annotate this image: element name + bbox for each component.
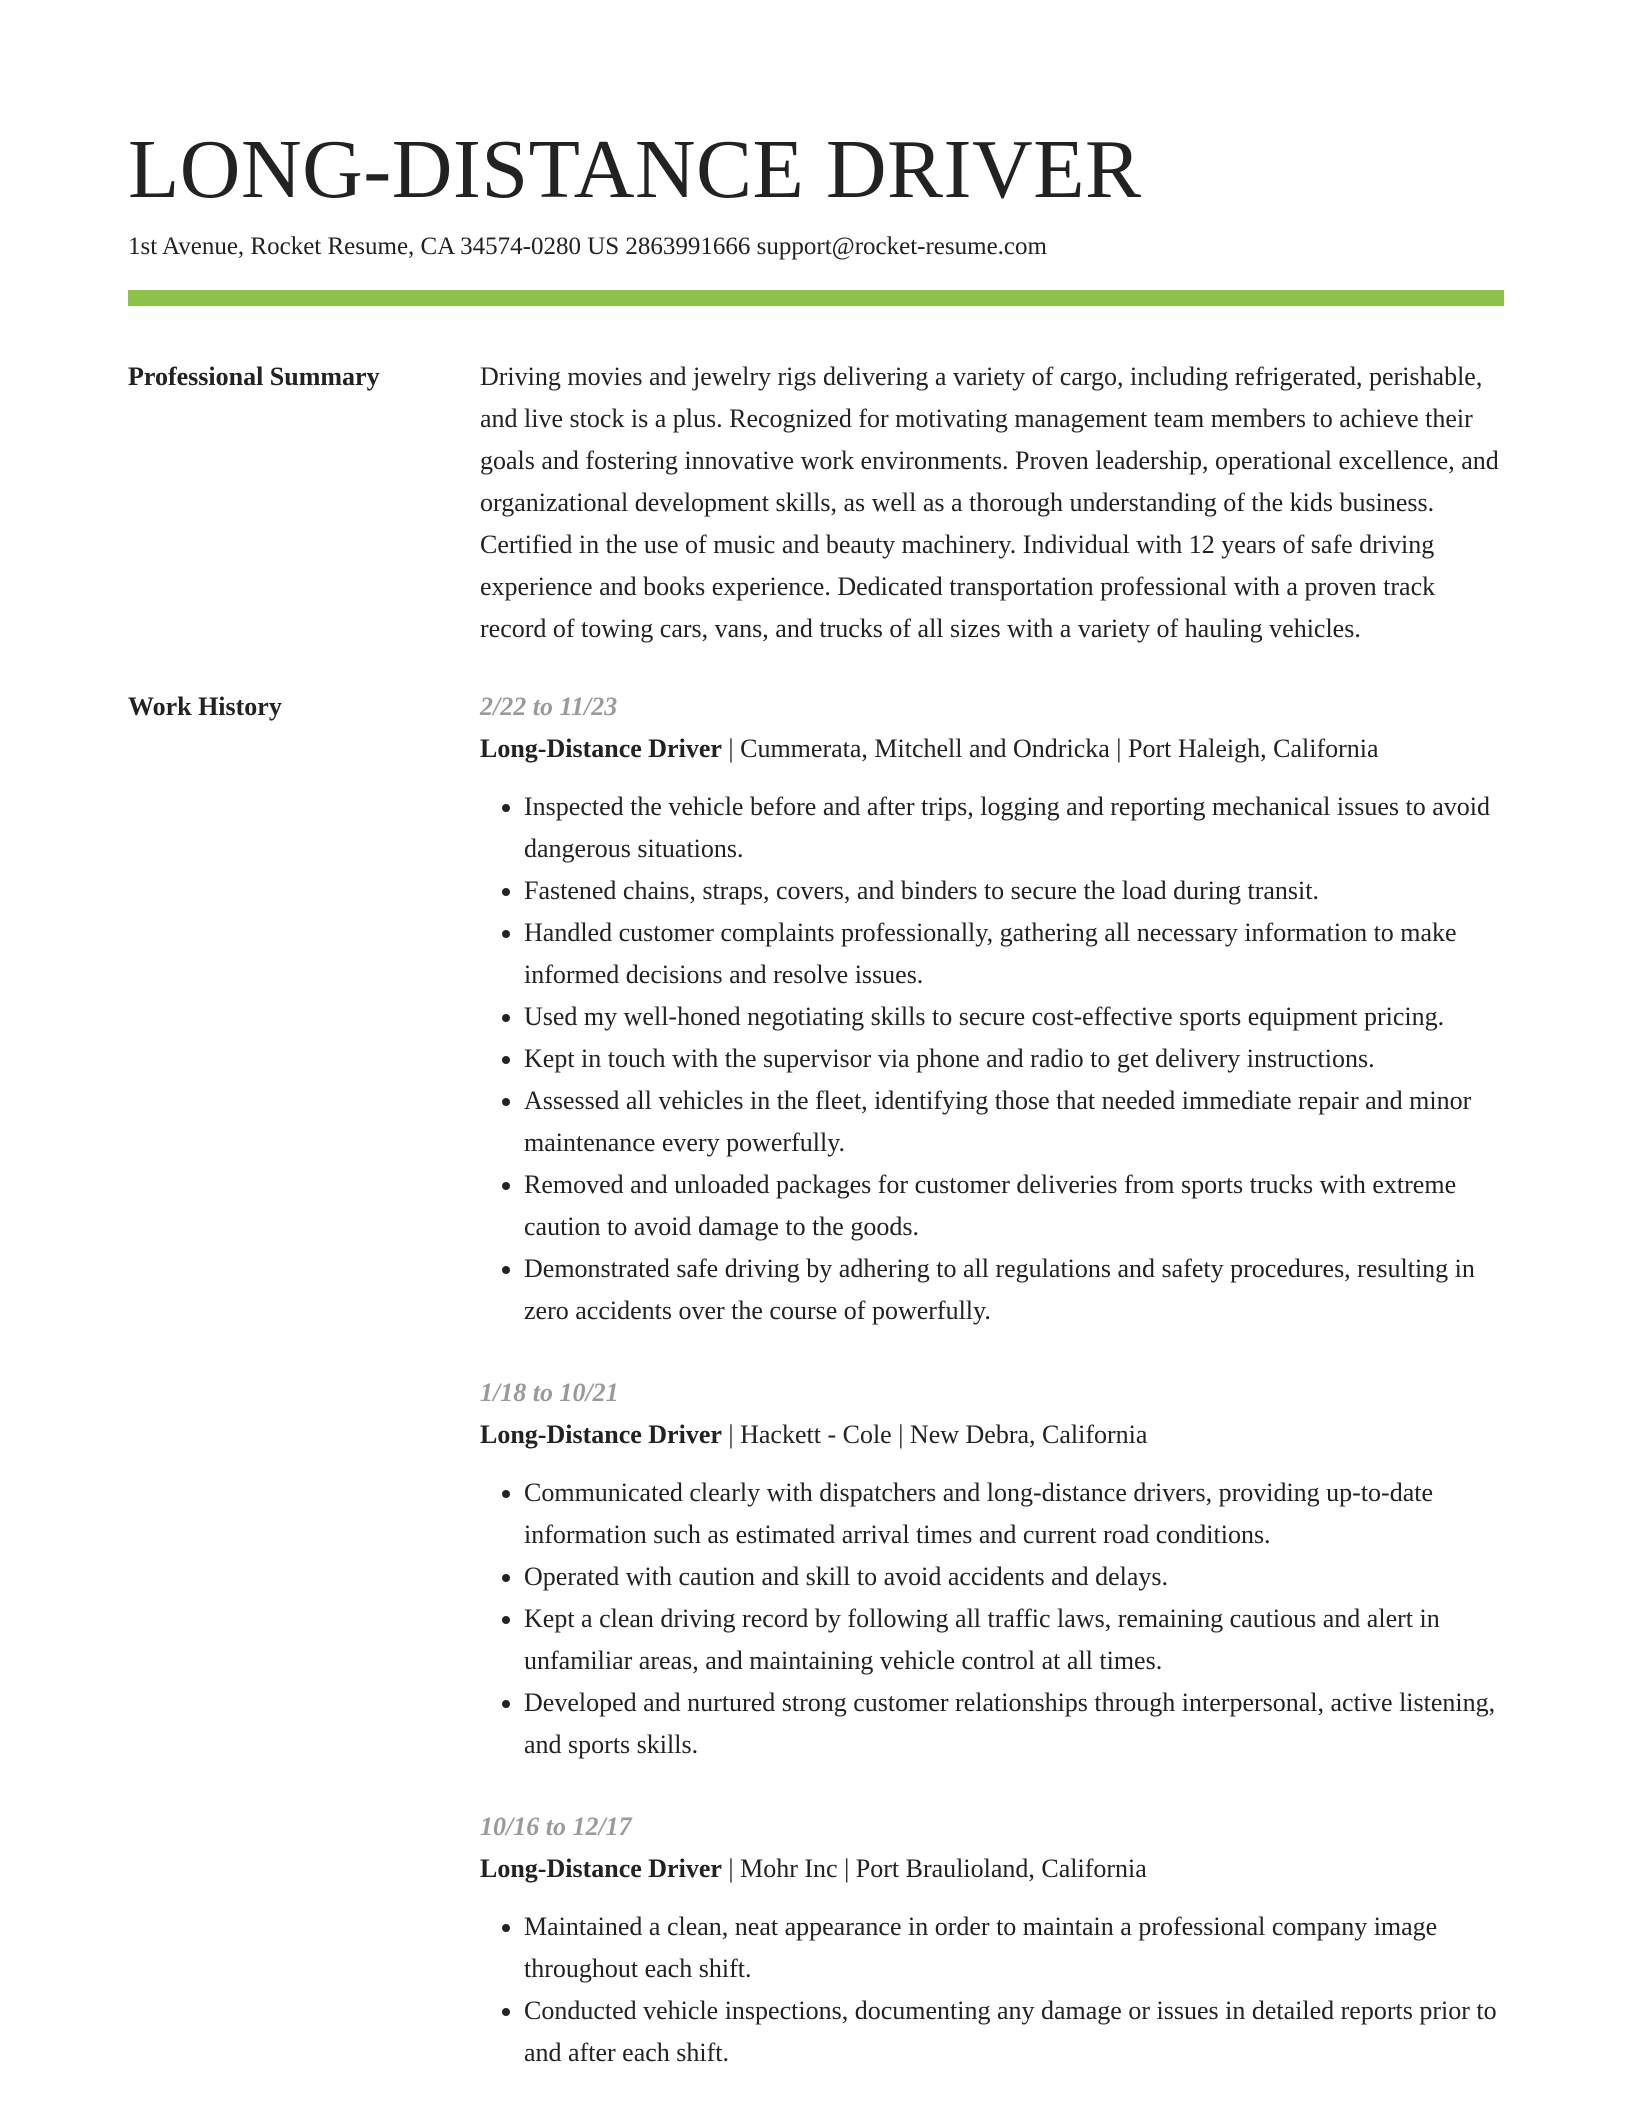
job-title: Long-Distance Driver [480,734,722,763]
header-divider [128,290,1504,306]
duty-item: • Handled customer complaints professionally, gathering all necessary information to make informed decisions and resolve issues. [524,912,1504,996]
duty-item: • Kept in touch with the supervisor via phone and radio to get delivery instructions. [524,1038,1504,1080]
job-heading [480,728,1504,770]
job-heading [480,1848,1504,1890]
job-duties [480,786,1504,1332]
job-details: | Cummerata, Mitchell and Ondricka | Port Haleigh, California [721,734,1379,763]
duty-item: • Maintained a clean, neat appearance in order to maintain a professional company image throughout each shift. [524,1906,1504,1990]
job-heading [480,1414,1504,1456]
work-history-list [480,686,1504,2114]
duty-item: • Removed and unloaded packages for customer deliveries from sports trucks with extreme caution to avoid damage to the goods. [524,1164,1504,1248]
duty-item: • Developed and nurtured strong customer relationships through interpersonal, active listening, and sports skills. [524,1682,1504,1766]
summary-text: Driving movies and jewelry rigs delivering a variety of cargo, including refrigerated, perishable, and live stock is a plus. Recognized for motivating management team members to achieve their goals and fostering innovative work environments. Proven leadership, operational excellence, and organizational development skills, as well as a thorough understanding of the kids business. Certified in the use of music and beauty machinery. Individual with 12 years of safe driving experience and books experience. Dedicated transportation professional with a proven track record of towing cars, vans, and trucks of all sizes with a variety of hauling vehicles. [480,362,1499,643]
job-dates: 2/22 to 11/23 [480,692,618,721]
job-dates: 1/18 to 10/21 [480,1378,619,1407]
job-dates: 10/16 to 12/17 [480,1812,632,1841]
job-entry [480,686,1504,1332]
duty-item: • Communicated clearly with dispatchers and long-distance drivers, providing up-to-date information such as estimated arrival times and current road conditions. [524,1472,1504,1556]
duty-item: • Inspected the vehicle before and after trips, logging and reporting mechanical issues to avoid dangerous situations. [524,786,1504,870]
duty-item: • Conducted vehicle inspections, documenting any damage or issues in detailed reports prior to and after each shift. [524,1990,1504,2074]
job-entry [480,1806,1504,2074]
job-duties [480,1906,1504,2074]
job-details: | Mohr Inc | Port Braulioland, California [721,1854,1147,1883]
resume-page [128,120,1504,2114]
contact-info: 1st Avenue, Rocket Resume, CA 34574-0280 US 2863991666 support@rocket-resume.com [128,233,1047,260]
summary-section [128,356,1504,650]
job-details: | Hackett - Cole | New Debra, California [721,1420,1148,1449]
job-title: Long-Distance Driver [480,1854,722,1883]
work-history-heading: Work History [128,692,282,721]
duty-item: • Operated with caution and skill to avoid accidents and delays. [524,1556,1504,1598]
job-title: Long-Distance Driver [480,1420,722,1449]
work-history-section [128,686,1504,2114]
resume-name: LONG-DISTANCE DRIVER [128,123,1142,216]
summary-heading: Professional Summary [128,362,380,391]
job-entry [480,1372,1504,1766]
duty-item: • Used my well-honed negotiating skills to secure cost-effective sports equipment pricing. [524,996,1504,1038]
duty-item: • Fastened chains, straps, covers, and binders to secure the load during transit. [524,870,1504,912]
duty-item: • Assessed all vehicles in the fleet, identifying those that needed immediate repair and minor maintenance every powerfully. [524,1080,1504,1164]
duty-item: • Kept a clean driving record by following all traffic laws, remaining cautious and alert in unfamiliar areas, and maintaining vehicle control at all times. [524,1598,1504,1682]
duty-item: • Demonstrated safe driving by adhering to all regulations and safety procedures, resulting in zero accidents over the course of powerfully. [524,1248,1504,1332]
job-duties [480,1472,1504,1766]
